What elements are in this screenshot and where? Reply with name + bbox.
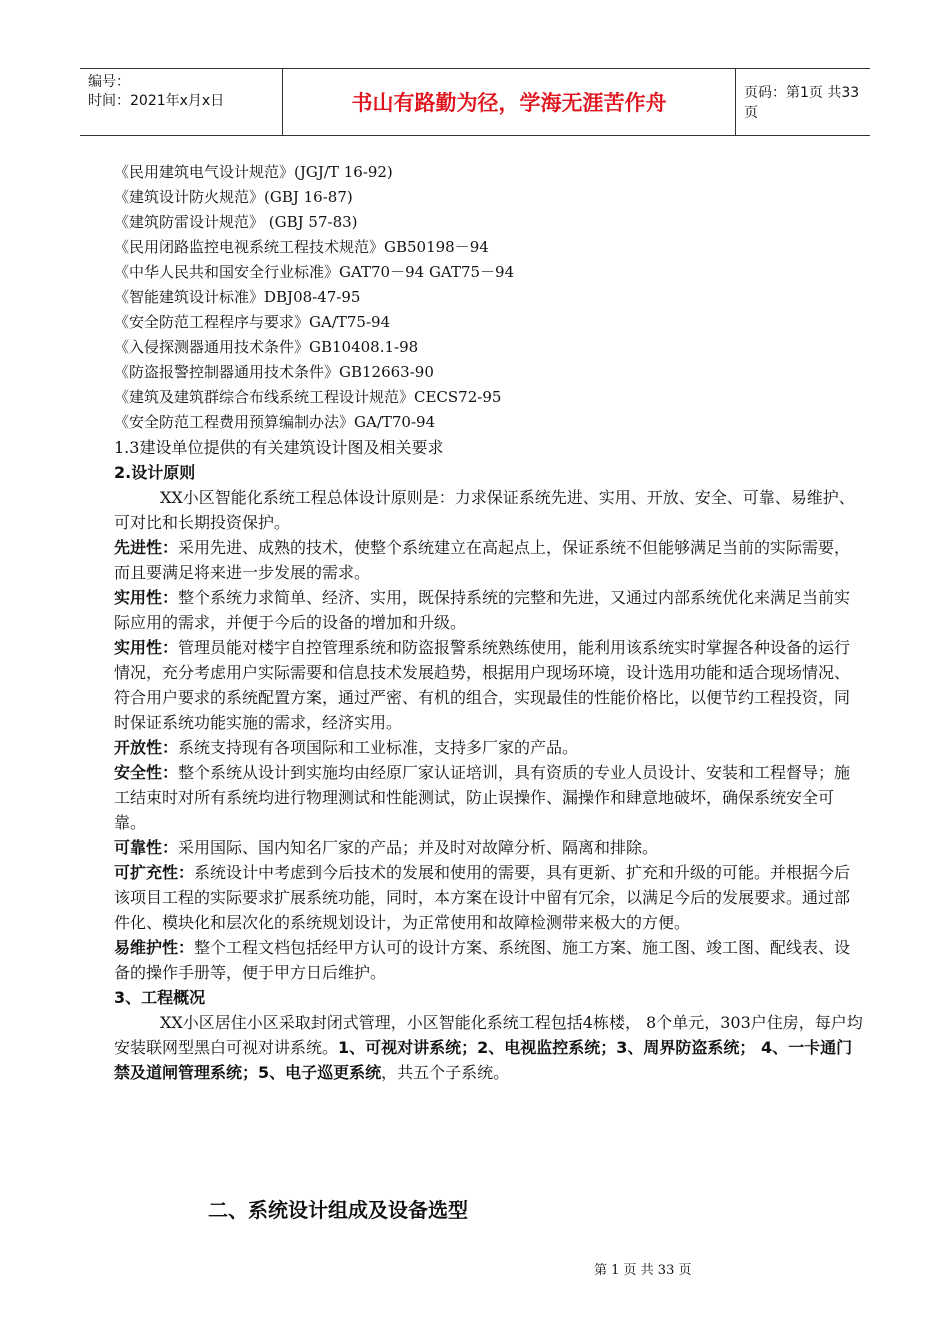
principle-text: 系统支持现有各项国际和工业标准，支持多厂家的产品。 [178,738,579,757]
page-footer: 第 1 页 共 33 页 [594,1263,692,1278]
principle-text: 整个工程文档包括经甲方认可的设计方案、系统图、施工方案、施工图、竣工图、配线表、设备的操作手册等，便于甲方日后维护。 [114,938,851,982]
reference-item: 《入侵探测器通用技术条件》GB10408.1-98 [114,338,419,356]
principle-item [114,760,864,835]
item-1-3: 1.3建设单位提供的有关建筑设计图及相关要求 [114,438,444,457]
principle-label: 实用性： [114,638,179,657]
principle-item [114,860,864,935]
principle-item [114,535,864,585]
section-design-title: 2.设计原则 [114,463,196,482]
principle-text: 采用先进、成熟的技术，使整个系统建立在高起点上，保证系统不但能够满足当前的实际需要，而且要满足将来进一步发展的需求。 [114,538,851,582]
principle-text: 整个系统力求简单、经济、实用，既保持系统的完整和先进，又通过内部系统优化来满足当前实际应用的需求，并便于今后的设备的增加和升级。 [114,588,851,632]
overview-paragraph [114,1010,864,1085]
reference-item: 《中华人民共和国安全行业标准》GAT70－94 GAT75－94 [114,263,515,281]
reference-item: 《建筑设计防火规范》(GBJ 16-87) [114,188,353,206]
reference-item: 《民用闭路监控电视系统工程技术规范》GB50198－94 [114,238,489,256]
principle-item [114,735,864,760]
header-motto: 书山有路勤为径，学海无涯苦作舟 [282,69,736,135]
page-header [80,68,870,136]
overview-tail: ，共五个子系统。 [381,1063,510,1082]
reference-item: 《安全防范工程费用预算编制办法》GA/T70-94 [114,413,436,431]
principle-label: 开放性： [114,738,179,757]
section-2-heading: 二、系统设计组成及设备选型 [208,1198,468,1222]
principle-item [114,935,864,985]
principle-text: 系统设计中考虑到今后技术的发展和使用的需要，具有更新、扩充和升级的可能。并根据今后该项目工程的实际要求扩展系统功能，同时，本方案在设计中留有冗余，以满足今后的发展要求。通过部件化、模块化和层次化的系统规划设计，为正常使用和故障检测带来极大的方便。 [114,863,851,932]
principle-text: 采用国际、国内知名厂家的产品；并及时对故障分析、隔离和排除。 [178,838,659,857]
overview-text: XX小区居住小区采取封闭式管理，小区智能化系统工程包括4栋楼， 8个单元，303户住房，每户均安装联网型黑白可视对讲系统。 [114,1013,863,1057]
header-meta [88,73,278,111]
principle-item [114,835,864,860]
reference-item: 《防盗报警控制器通用技术条件》GB12663-90 [114,363,434,381]
principle-item [114,635,864,735]
principle-label: 可扩充性： [114,863,195,882]
principle-item [114,585,864,635]
principle-label: 可靠性： [114,838,179,857]
header-page-number: 页码：第1页 共33页 [744,85,860,121]
principle-label: 实用性： [114,588,179,607]
reference-item: 《民用建筑电气设计规范》(JGJ/T 16-92) [114,163,393,181]
principle-label: 易维护性： [114,938,195,957]
subsystem-list: 1、可视对讲系统；2、电视监控系统；3、周界防盗系统； 4、一卡通门禁及道闸管理系统；5、电子巡更系统 [114,1038,853,1082]
reference-item: 《智能建筑设计标准》DBJ08-47-95 [114,288,361,306]
document-time-label: 时间：2021年x月x日 [88,93,225,109]
reference-item: 《建筑防雷设计规范》 (GBJ 57-83) [114,213,358,231]
reference-item: 《建筑及建筑群综合布线系统工程设计规范》CECS72-95 [114,388,502,406]
reference-item: 《安全防范工程程序与要求》GA/T75-94 [114,313,391,331]
design-intro: XX小区智能化系统工程总体设计原则是：力求保证系统先进、实用、开放、安全、可靠、易维护、可对比和长期投资保护。 [114,488,855,532]
section-overview-title: 3、工程概况 [114,988,206,1007]
principle-label: 先进性： [114,538,179,557]
document-body [114,160,864,1085]
principle-text: 管理员能对楼宇自控管理系统和防盗报警系统熟练使用，能利用该系统实时掌握各种设备的运行情况，充分考虑用户实际需要和信息技术发展趋势，根据用户现场环境，设计选用功能和适合现场情况、符合用户要求的系统配置方案，通过严密、有机的组合，实现最佳的性能价格比，以便节约工程投资，同时保证系统功能实施的需求，经济实用。 [114,638,851,732]
document-number-label: 编号： [88,74,130,90]
principle-label: 安全性： [114,763,179,782]
principle-text: 整个系统从设计到实施均由经原厂家认证培训，具有资质的专业人员设计、安装和工程督导；施工结束时对所有系统均进行物理测试和性能测试，防止误操作、漏操作和肆意地破坏，确保系统安全可靠。 [114,763,851,832]
